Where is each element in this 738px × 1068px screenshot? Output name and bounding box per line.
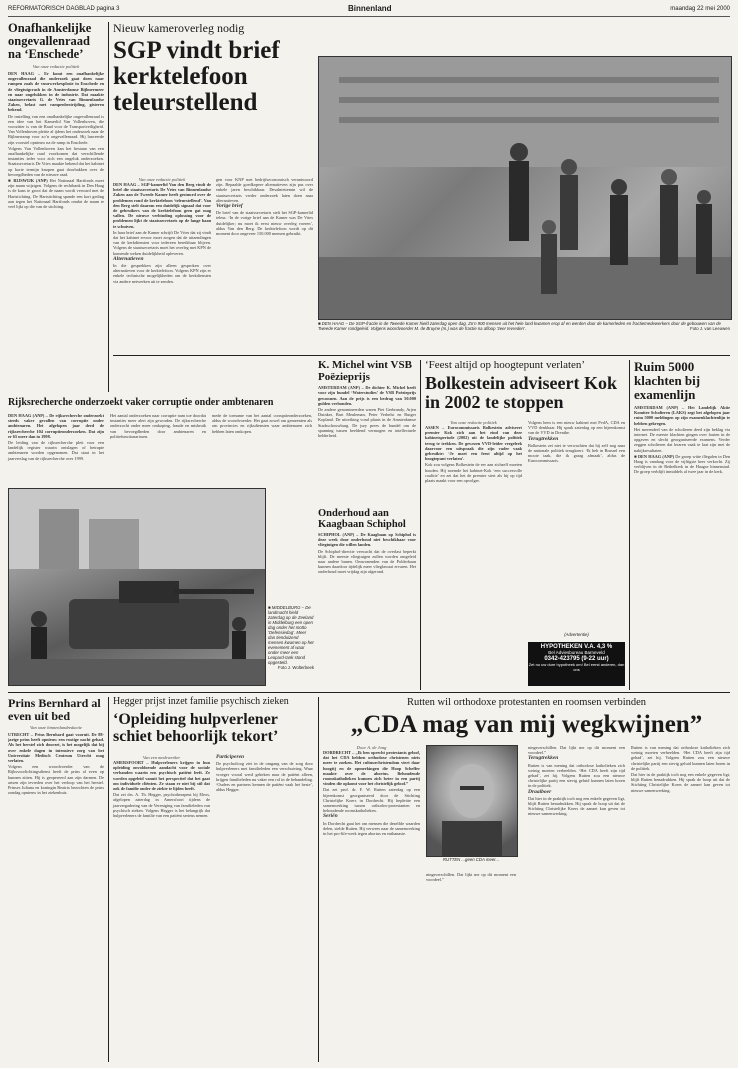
article-subheading: Alternatieven bbox=[113, 255, 144, 262]
article-byline: Door A. de Jong bbox=[356, 745, 387, 750]
column-divider bbox=[108, 697, 109, 1062]
column-divider bbox=[318, 697, 319, 1062]
section-divider bbox=[8, 692, 730, 693]
article-lead: AMSTERDAM (ANP) – Het Landelijk Aktie Komitee Scholieren (LAKS) zegt het afgelopen jaar ruim 5000 meldingen op zijn examenklachtenlijn te hebben gekregen. bbox=[634, 405, 730, 426]
article-paragraph: ningsverschillen. Dat lijkt me op dit moment een voordeel.” bbox=[528, 745, 625, 756]
portrait-icon bbox=[427, 746, 517, 856]
article-col-2 bbox=[110, 413, 206, 483]
article-body bbox=[318, 532, 416, 682]
article-title: Rijksrecherche onderzoekt vaker corruptie onder ambtenaren bbox=[8, 397, 274, 408]
page-header bbox=[8, 4, 730, 17]
article-kaagbaan bbox=[318, 508, 416, 688]
article-paragraph: Volgens hem is een nieuw kabinet met PvdA, CDA en VVD denkbaar. Hij sprak zaterdag op een bijeenkomst van de VVD in Drenthe. bbox=[528, 420, 625, 436]
ad-phone: 0342-423795 (9-22 uur) bbox=[544, 656, 609, 662]
brief-title: RIJSWIJK (ANP) bbox=[13, 178, 48, 184]
article-paragraph: De andere genomineerden waren Piet Gerbrandy, Arjen Duinker, Bart Meuleman, Peter Verhelst en Rutger Kopland. De uitreiking vond plaats in de Amsterdamse Stadsschouwburg. De jury prees de bundel om de spanning tussen beeldend vermogen en intellectuele helderheid. bbox=[318, 406, 416, 438]
article-body bbox=[8, 71, 104, 371]
article-col-2 bbox=[528, 420, 625, 620]
article-kicker: ‘Feest altijd op hoogtepunt verlaten’ bbox=[425, 359, 586, 371]
article-body bbox=[8, 732, 104, 1052]
article-col-1 bbox=[323, 745, 420, 1050]
article-sgp-kerktelefoon bbox=[113, 22, 313, 322]
article-col-1 bbox=[113, 177, 211, 392]
photo-defensiedag bbox=[8, 488, 266, 686]
article-col-1 bbox=[8, 413, 104, 462]
article-col-1 bbox=[113, 755, 210, 1055]
section-title: Binnenland bbox=[348, 4, 392, 13]
article-body bbox=[113, 182, 211, 392]
article-title: Bolkestein adviseert Kok in 2002 te stoppen bbox=[425, 372, 617, 412]
portrait-caption: RUTTEN ...geen CDA meer... bbox=[442, 857, 500, 862]
article-lead: DEN HAAG – Er komt een onafhankelijke ongevallenraad die onderzoek gaat doen naar rampen zoals de vuurwerkexplosie in Enschede en de vliegtuigcrash in de Amsterdamse Bijlmermeer en naar ongelukken in de industrie. Dat maakte staatssecretaris G. de Vries van Binnenlandse Zaken, belast met rampenbestrijding, gisteren bekend. bbox=[8, 71, 104, 113]
article-paragraph: Kok zou volgens Bolkestein de eer aan zichzelf moeten houden. Hij noemde het kabinet-Kok ‘een succesvolle coalitie’ en zei dat het de premier siert als hij op tijd plaats maakt voor een opvolger. bbox=[425, 462, 522, 484]
article-subheading: Participeren bbox=[216, 754, 245, 760]
article-body bbox=[634, 405, 730, 685]
article-byline: Van onze redactie politiek bbox=[450, 420, 497, 425]
article-paragraph: Het aantal onderzoeken naar corruptie nam toe doordat instanties meer alert zijn geworden. De rijksrecherche onderzocht onder meer omkoping, fraude en misbruik van bevoegdheden door ambtenaren en politiefunctionarissen. bbox=[110, 413, 206, 439]
article-examenlijn bbox=[634, 360, 730, 690]
article-paragraph: Dat hier in de praktijk toch nog een enkele gegeven ligt, blijft Rutten benadrukken. Hij sprak de hoop uit dat de Stichting Christelijke Koers de aanzet kan geven tot nieuwe samenwerking. bbox=[631, 772, 730, 793]
article-prins-bernhard bbox=[8, 697, 104, 1062]
article-subheading: Vorige brief bbox=[216, 203, 243, 210]
column-divider bbox=[108, 22, 109, 392]
brief-title: DEN HAAG (ANP) bbox=[637, 453, 675, 459]
article-subheading: Draaiboer bbox=[528, 788, 552, 795]
article-paragraph: In haar brief aan de Kamer schrijft De Vries dat zij vindt dat het kabinet ervoor moet zorgen dat de uitzendingen van de kerkdiensten voor iedereen bereikbaar blijven. Volgens de staatssecretaris moet het overleg met KPN de komende weken duidelijkheid opleveren. bbox=[113, 229, 212, 256]
bullet-icon: ■ bbox=[318, 321, 322, 326]
ad-headline: HYPOTHEKEN V.A. 4,3 % bbox=[540, 644, 613, 650]
photo-caption bbox=[268, 605, 314, 685]
article-paragraph: Dat zei drs. A. Th. Hegger, psychotherapeut bij Eleos, afgelopen zaterdag in Amersfoort tijdens de jaarvergadering van de Vereniging van familieleden van psychisch zieken. Volgens Hegger is het belangrijk dat hulpverleners de familie van een patiënt serieus nemen. bbox=[113, 792, 210, 819]
article-title: Onderhoud aan Kaagbaan Schiphol bbox=[318, 508, 406, 531]
ad-line: Zet nu uw dure hypotheek om! Bel eerst anderen, dan ons bbox=[528, 662, 625, 672]
article-byline: Van onze redactie politiek bbox=[138, 177, 186, 182]
article-subheading: Terugtrekken bbox=[528, 755, 559, 762]
article-paragraph: In die gesprekken zijn alleen gesproken over alternatieven voor de kerktelefoon. Volgens KPN zijn er enkele technische mogelijkheden om de kerkdiensten via andere netwerken uit te zenden. bbox=[113, 263, 211, 284]
article-body bbox=[318, 385, 416, 438]
article-rutten-cda bbox=[323, 697, 730, 1062]
caption-text: MIDDELBURG – De landmacht hield zaterdag op de Zeeland in Middelburg een open dag onder het motto ‘Defensiedag’. Meer dan tienduizend mensen kwamen op het evenement af waar onder meer een Leopard-tank stond opgesteld. bbox=[268, 605, 314, 665]
article-kicker: Rutten wil orthodoxe protestanten en roomsen verbinden bbox=[406, 697, 647, 708]
article-title: SGP vindt brief kerktelefoon teleurstellend bbox=[113, 36, 280, 116]
article-paragraph: mede de toename van het aantal corruptieonderzoeken, aldus de woordvoerder. Het gaat zowel om gemeenten als om provincies en rijksdiensten waar ambtenaren zich hebben laten omkopen. bbox=[212, 413, 312, 434]
article-paragraph: Volgens een woordvoerder van de Rijksvoorlichtingsdienst heeft de prins al even op kunnen zitten. Hij is geopereerd aan zijn darmen. De artsen zijn tevreden over het verloop van het herstel. Prinses Juliana en koningin Beatrix bezochten de prins zondag opnieuw in het ziekenhuis. bbox=[8, 764, 104, 796]
article-subheading: Seriën bbox=[323, 813, 338, 820]
article-lead: AMSTERDAM (ANP) – De dichter K. Michel heeft voor zijn bundel ‘Waterstudies’ de VSB Poëzieprijs gewonnen. Aan de prijs is een bedrag van 50.000 gulden verbonden. bbox=[318, 385, 416, 406]
article-title: Onafhankelijke ongevallenraad na ‘Enschede’ bbox=[8, 21, 92, 61]
photo-credit: Foto J. Wolterbeek bbox=[278, 665, 314, 670]
header-left: REFORMATORISCH DAGBLAD pagina 3 bbox=[8, 6, 120, 12]
article-paragraph: In Dordrecht gaat het om mensen die dezelfde waarden delen, stelde Rutten. Hij verwees naar de samenwerking in het pro-life-werk tegen abortus en euthanasie. bbox=[323, 820, 420, 837]
article-poezieprijs bbox=[318, 359, 416, 438]
article-paragraph: Volgens Van Vollenhoven kan het bestaan van een onafhankelijke raad voorkomen dat verschillende instanties ieder voor zich een ongeluk onderzoeken. Staatssecretaris De Vries maakte bekend dat het kabinet op korte termijn knopen gaat doorhakken over de bevoegdheden van de nieuwe raad. bbox=[8, 145, 104, 177]
bullet-icon: ■ bbox=[634, 453, 638, 459]
article-kicker: Hegger prijst inzet familie psychisch zieken bbox=[113, 696, 289, 707]
article-kicker: Nieuw kameroverleg nodig bbox=[113, 21, 245, 35]
section-divider bbox=[113, 355, 730, 356]
portrait-photo-rutten bbox=[426, 745, 518, 857]
article-paragraph: Dat zei prof. dr. F. W. Rutten zaterdag op een bijeenkomst georganiseerd door de Stichting Christelijke Koers in Dordrecht. Hij bepleitte een samenwerking tussen orthodox-protestanten en behoudende roomskatholieken. bbox=[323, 787, 420, 814]
bullet-icon: ■ bbox=[8, 178, 14, 184]
article-lead: DEN HAAG – SGP-kamerlid Van den Berg vindt de brief die staatssecretaris De Vries van Binnenlandse Zaken aan de Tweede Kamer heeft gestuurd over de problemen rond de kerktelefoon ‘teleurstellend’. Van den Berg stelt daarom een duidelijk signaal dat voor de gebruikers van de kerktelefoon geen gat mag vallen. De nieuwe verbinding oplossing voor de problemen lijkt de staatssecretaris op de lange baan te schuiven. bbox=[113, 182, 211, 229]
brief-text: De groep witte illegalen in Den Haag is vandaag voor de vijftigste keer verkocht. Zij verblijven in de Bethelkerk in de Haagse binnenstad. De groep verblijft inmiddels al twee jaar in de kerk. bbox=[634, 453, 731, 475]
article-paragraph: De instelling van een onafhankelijke ongevallenraad is een idee van het Kamerlid Van Vollenhoven, die voorzitter is van de Raad voor de Transportveiligheid. Van Vollenhoven pleitte al ijdens het onderzoek naar de Bijlmerramp voor zo’n ongevallenraad. Hij lanceerde zijn voorstel opnieuw na de ramp in Enschede. bbox=[8, 113, 104, 145]
article-title: K. Michel wint VSB Poëzieprijs bbox=[318, 359, 412, 383]
article-paragraph: Het merendeel van de scholieren deed zijn beklag via internet. De meeste klachten gingen over fouten in de opgaven en slecht georganiseerde examens. Verder zeggen scholieren dat leraren vaak te laat zijn met de nakijkresultaten. bbox=[634, 426, 730, 453]
article-paragraph: Dat hier in de praktijk toch nog een enkele gegeven ligt, blijft Rutten benadrukken. Hij sprak de hoop uit dat de Stichting Christelijke Koers de aanzet kan geven tot nieuwe samenwerking. bbox=[528, 795, 625, 817]
article-title: Ruim 5000 klachten bij examenlijn bbox=[634, 359, 701, 402]
article-subheading: Terugtrekken bbox=[528, 435, 559, 442]
article-col-1 bbox=[425, 420, 522, 625]
crowd-photo-icon bbox=[319, 57, 731, 319]
article-body bbox=[528, 420, 625, 620]
article-col-2 bbox=[426, 872, 516, 883]
bullet-icon: ■ bbox=[268, 605, 272, 610]
article-col-3 bbox=[528, 745, 625, 818]
article-lead: DEN HAAG (ANP) – De rijksrecherche onderzoekt steeds vaker gevallen van corruptie onder ambtenaren. Het afgelopen jaar deed de rijksrecherche 104 corruptieonderzoeken. Dat zijn er 65 meer dan in 1998. bbox=[8, 413, 104, 439]
article-lead: DORDRECHT – „Ik ben oprecht protestants geloof, dat het CDA hebben orthodoxe christenen niets meer te zoeken. Het cultuurchristendom viert daar hoogtij en de opmerkingen die Hoop Scheffer maakte over de abortus. Behoudende roomskatholieken kunnen zich beter in een partij vinden die opkomt voor het christelijk geloof.” bbox=[323, 750, 420, 787]
column-divider bbox=[629, 360, 630, 690]
article-lead: ASSEN – Eurocommissaris Bolkestein adviseert premier Kok zich aan het eind van deze kabinetsperiode (2002) uit de landelijke politiek terug te trekken. De gewezen VVD-leider vergeleek daarvoor een uitspraak die zijn vader vaak gebruikte: ‘Je moet een feest altijd op het hoogtepunt verlaten’. bbox=[425, 425, 522, 462]
article-byline: Van een medewerker bbox=[142, 755, 181, 760]
article-bolkestein bbox=[425, 360, 625, 690]
ad-label: (Advertentie) bbox=[564, 632, 589, 637]
article-lead: AMERSFOORT – Hulpverleners krijgen in hun opleiding onvoldoende aandacht voor de sociale verbanden waarin een psychisch patiënt leeft. Ze worden opgeleid vanuit het perspectief dat het gaat om individuele cliënten. Ze staan er niet bij stil dat ook de familie onder de ziekte te lijden heeft. bbox=[113, 760, 210, 792]
article-paragraph: De Schiphol-directie verwacht dat de overlast beperkt blijft. De meeste vliegtuigen zullen worden omgeleid naar andere banen. Omwonenden van de Polderbaan kunnen daardoor tijdelijk meer vlieglawaai ervaren. Het onderhoud moet vrijdag zijn afgerond. bbox=[318, 548, 416, 575]
article-paragraph: Bolkestein zei niet te verwachten dat hij zelf nog naar de nationale politiek terugkeert. ‘Ik heb in Brussel een mooie taak, die ik graag afmaak’, aldus de Eurocommissaris. bbox=[528, 442, 625, 464]
article-paragraph: Rutten is van mening dat orthodoxe katholieken zich weinig moeten verbeelden. ‘Het CDA heeft zijn tijd gehad’, zei hij. Volgens Rutten zou een nieuwe christelijke partij een stevig geluid kunnen laten horen in de politiek. bbox=[528, 762, 625, 789]
article-body bbox=[216, 755, 313, 1055]
article-paragraph: gen voor KNP met bedrijfseconomisch verantwoord zijn. Bepaalde goedkopere alternatieven zijn pas over enkele jaren beschikbaar. Desalniettemin wil de staatssecretaris verder onderzoek laten doen naar alternatieven. bbox=[216, 177, 313, 203]
article-hegger bbox=[113, 697, 313, 1062]
header-date: maandag 22 mei 2000 bbox=[670, 6, 730, 12]
article-paragraph: De psychoiloog ziet in de omgang van de zorg door hulpverleners met familieleden een verschuiving. Waar vroeger vooral werd gekeken naar de patiënt alleen, krijgen familieleden nu vaker een rol in de behandeling. ‘Ouders en partners kennen de patiënt vaak het beste’, aldus Hegger. bbox=[216, 761, 313, 793]
article-col-4 bbox=[631, 745, 730, 1055]
photo-sgp-open-dag bbox=[318, 56, 732, 320]
article-body bbox=[216, 177, 313, 392]
article-byline: Van onze redactie politiek bbox=[32, 64, 80, 69]
article-col-2 bbox=[216, 755, 313, 1055]
photo-credit: Foto J. van Leeuwen bbox=[690, 326, 730, 331]
article-body bbox=[323, 750, 420, 1050]
caption-text: DEN HAAG – De SGP-fractie in de Tweede Kamer hield zaterdag open dag. Zo’n 900 mensen uit het hele land kwamen erop af en werden door de kamerleden en fractiemedewerkers door de gebouwen van de Tweede Kamer rondgeleid. Volgens woordvoerder M. de Bruyne (m.) was de fractie na afloop ‘zeer tevreden’. bbox=[318, 321, 721, 331]
brief-text: Het Nationaal Hartfonds moet zijn naam wijzigen. Volgens de rechtbank in Den Haag is de kans te groot dat de naam wordt verward met de Hartstichting. De Hartstichting spande een kort geding aan tegen het Nationaal Hartfonds omdat de naam te veel lijkt op die van de stichting. bbox=[8, 178, 104, 210]
article-paragraph: De leiding van de rijksrecherche pleit voor een landelijk register waarin ontslagen of betrapte ambtenaren worden opgenomen. Dat staat in het jaarverslag van de rijksrecherche over 1999. bbox=[8, 440, 104, 461]
article-paragraph: ningsverschillen. Dat lijkt me op dit moment een voordeel.” bbox=[426, 872, 516, 883]
advertisement bbox=[528, 642, 625, 686]
article-body bbox=[425, 425, 522, 625]
article-paragraph: Rutten is van mening dat orthodoxe katholieken zich weinig moeten verbeelden. ‘Het CDA heeft zijn tijd gehad’, zei hij. Volgens Rutten zou een nieuwe christelijke partij een stevig geluid kunnen laten horen in de politiek. bbox=[631, 745, 730, 771]
article-title: „CDA mag van mij wegkwijnen” bbox=[350, 711, 703, 739]
column-divider bbox=[420, 360, 421, 690]
article-byline: Van onze binnenlandredactie bbox=[29, 725, 83, 730]
article-paragraph: De brief van de staatssecretaris stelt het SGP-kamerlid teleur. ‘In de vorige brief aan de Kamer was De Vries duidelijker; nu moet ik eerst nieuw overleg voeren’, aldus Van den Berg. De kerktelefoon wordt op dit moment door ongeveer 150.000 mensen gebruikt. bbox=[216, 210, 313, 237]
article-lead: SCHIPHOL (ANP) – De Kaagbaan op Schiphol is deze week door onderhoud niet beschikbaar voor vliegtuigen die willen landen. bbox=[318, 532, 416, 548]
article-body bbox=[113, 760, 210, 1055]
article-lead: UTRECHT – Prins Bernhard gaat vooruit. De 88-jarige prins heeft opnieuw een rustige nacht gehad. Als het herstel zich doorzet, is het mogelijk dat hij over enkele dagen in intensieve zorg van het Universitair Medisch Centrum Utrecht mag verlaten. bbox=[8, 732, 104, 764]
article-col-3 bbox=[212, 413, 312, 483]
article-title: ‘Opleiding hulpverlener schiet behoorlijk tekort’ bbox=[113, 710, 279, 745]
article-col-2 bbox=[216, 177, 313, 392]
photo-caption bbox=[318, 321, 730, 351]
article-ongevallenraad bbox=[8, 22, 104, 392]
tank-photo-icon bbox=[9, 489, 265, 685]
ad-line: Bel Adviesbureau Barneveld bbox=[548, 650, 605, 655]
article-title: Prins Bernhard al even uit bed bbox=[8, 696, 101, 723]
